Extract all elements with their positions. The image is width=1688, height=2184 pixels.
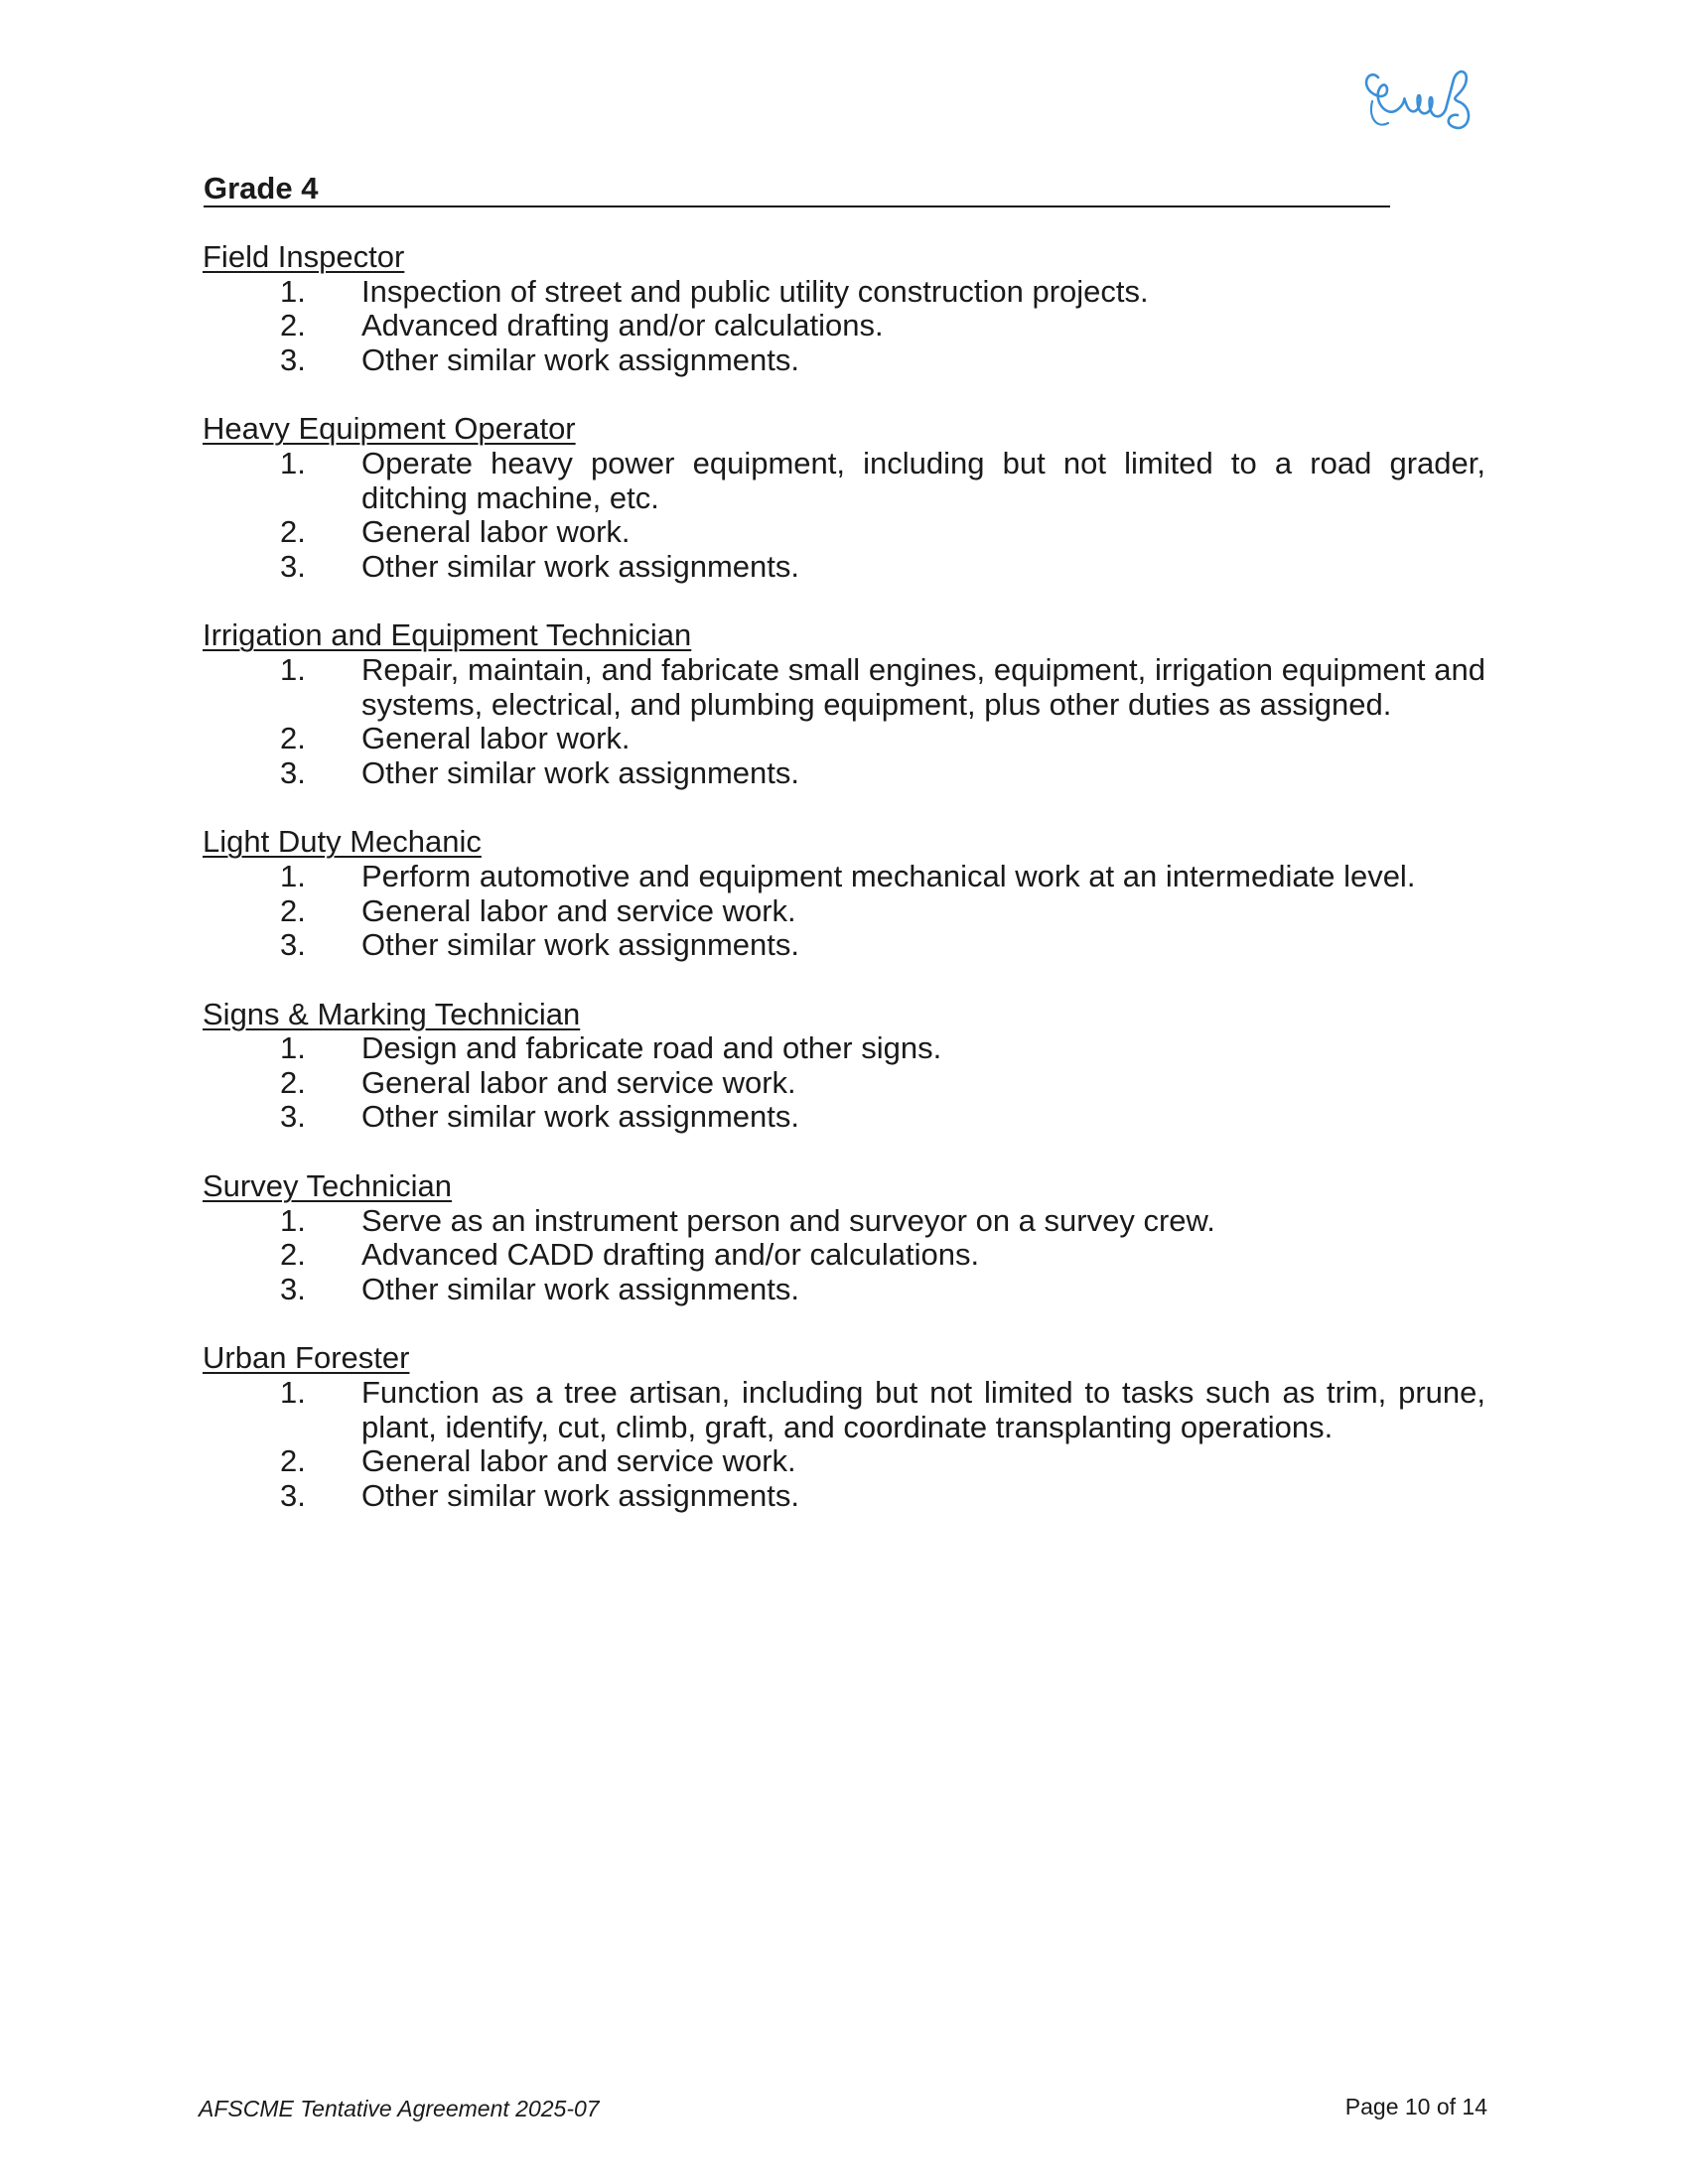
duty-number: 2. — [280, 1443, 306, 1479]
duty-item — [203, 1273, 1485, 1307]
duty-item — [203, 447, 1485, 515]
job-title: Irrigation and Equipment Technician — [203, 617, 692, 653]
duty-number: 1. — [280, 1030, 306, 1066]
job-section — [203, 412, 1485, 584]
duty-item — [203, 1100, 1485, 1135]
duty-number: 2. — [280, 721, 306, 756]
job-title: Field Inspector — [203, 239, 405, 274]
job-title: Heavy Equipment Operator — [203, 411, 576, 447]
duty-list — [203, 275, 1485, 378]
duty-item — [203, 1066, 1485, 1101]
duty-number: 3. — [280, 1099, 306, 1135]
heading-rule — [204, 205, 1390, 207]
duty-number: 3. — [280, 1271, 306, 1306]
duty-text: Repair, maintain, and fabricate small engines, equipment, irrigation equipment and systems, electrical, and plumbing equipment, plus other duties as assigned. — [361, 651, 1485, 722]
duty-text: General labor and service work. — [361, 1443, 796, 1479]
duty-text: Advanced CADD drafting and/or calculations. — [361, 1237, 980, 1273]
duty-number: 2. — [280, 892, 306, 928]
duty-text: Other similar work assignments. — [361, 1477, 800, 1513]
duty-number: 1. — [280, 1202, 306, 1238]
handwritten-initials — [1358, 58, 1487, 157]
duty-text: General labor and service work. — [361, 1064, 796, 1100]
footer-document-title: AFSCME Tentative Agreement 2025-07 — [199, 2096, 600, 2121]
duty-number: 1. — [280, 445, 306, 480]
duty-list — [203, 653, 1485, 790]
duty-item — [203, 1238, 1485, 1273]
job-section — [203, 1341, 1485, 1513]
duty-list — [203, 860, 1485, 963]
duty-text: Other similar work assignments. — [361, 927, 800, 963]
job-title: Urban Forester — [203, 1340, 410, 1376]
duty-number: 2. — [280, 514, 306, 550]
duty-text: Other similar work assignments. — [361, 1099, 800, 1135]
duty-item — [203, 894, 1485, 929]
duty-number: 1. — [280, 1375, 306, 1411]
job-section — [203, 618, 1485, 790]
duty-number: 3. — [280, 548, 306, 584]
duty-text: Other similar work assignments. — [361, 1271, 800, 1306]
duty-text: Perform automotive and equipment mechanical work at an intermediate level. — [361, 858, 1416, 893]
duty-text: Inspection of street and public utility construction projects. — [361, 273, 1149, 309]
duty-item — [203, 1204, 1485, 1239]
duty-number: 3. — [280, 927, 306, 963]
duty-item — [203, 928, 1485, 963]
duty-item — [203, 515, 1485, 550]
duty-text: Other similar work assignments. — [361, 754, 800, 790]
duty-text: Operate heavy power equipment, including but not limited to a road grader, ditching machine, etc. — [361, 445, 1485, 515]
job-title: Signs & Marking Technician — [203, 996, 581, 1031]
footer-page-number: Page 10 of 14 — [1344, 2094, 1487, 2119]
duty-list — [203, 1031, 1485, 1135]
duty-item — [203, 309, 1485, 343]
duty-item — [203, 653, 1485, 722]
duty-item — [203, 275, 1485, 310]
duty-number: 3. — [280, 341, 306, 377]
duty-item — [203, 722, 1485, 756]
duty-number: 1. — [280, 858, 306, 893]
duty-text: General labor work. — [361, 514, 631, 550]
duty-item — [203, 756, 1485, 791]
duty-text: General labor work. — [361, 721, 631, 756]
duty-item — [203, 1031, 1485, 1066]
duty-text: General labor and service work. — [361, 892, 796, 928]
job-section — [203, 998, 1485, 1135]
job-section — [203, 1169, 1485, 1306]
duty-text: Other similar work assignments. — [361, 341, 800, 377]
job-section — [203, 825, 1485, 962]
grade-heading: Grade 4 — [204, 171, 319, 205]
duty-text: Advanced drafting and/or calculations. — [361, 308, 884, 343]
duty-item — [203, 343, 1485, 378]
duty-text: Other similar work assignments. — [361, 548, 800, 584]
duty-item — [203, 1444, 1485, 1479]
duty-text: Design and fabricate road and other signs. — [361, 1030, 942, 1066]
duty-number: 3. — [280, 754, 306, 790]
duty-number: 2. — [280, 308, 306, 343]
duty-item — [203, 1376, 1485, 1444]
duty-number: 2. — [280, 1064, 306, 1100]
job-classification-list — [203, 240, 1485, 1548]
duty-item — [203, 860, 1485, 894]
duty-list — [203, 447, 1485, 584]
duty-list — [203, 1204, 1485, 1307]
duty-list — [203, 1376, 1485, 1513]
duty-item — [203, 1479, 1485, 1514]
duty-number: 1. — [280, 273, 306, 309]
duty-text: Serve as an instrument person and surveyor on a survey crew. — [361, 1202, 1215, 1238]
duty-number: 3. — [280, 1477, 306, 1513]
job-title: Light Duty Mechanic — [203, 824, 482, 860]
duty-number: 2. — [280, 1237, 306, 1273]
duty-item — [203, 550, 1485, 585]
job-section — [203, 240, 1485, 377]
job-title: Survey Technician — [203, 1168, 453, 1204]
duty-number: 1. — [280, 651, 306, 687]
duty-text: Function as a tree artisan, including but not limited to tasks such as trim, prune, plant, identify, cut, climb, graft, and coordinate transplanting operations. — [361, 1375, 1485, 1444]
